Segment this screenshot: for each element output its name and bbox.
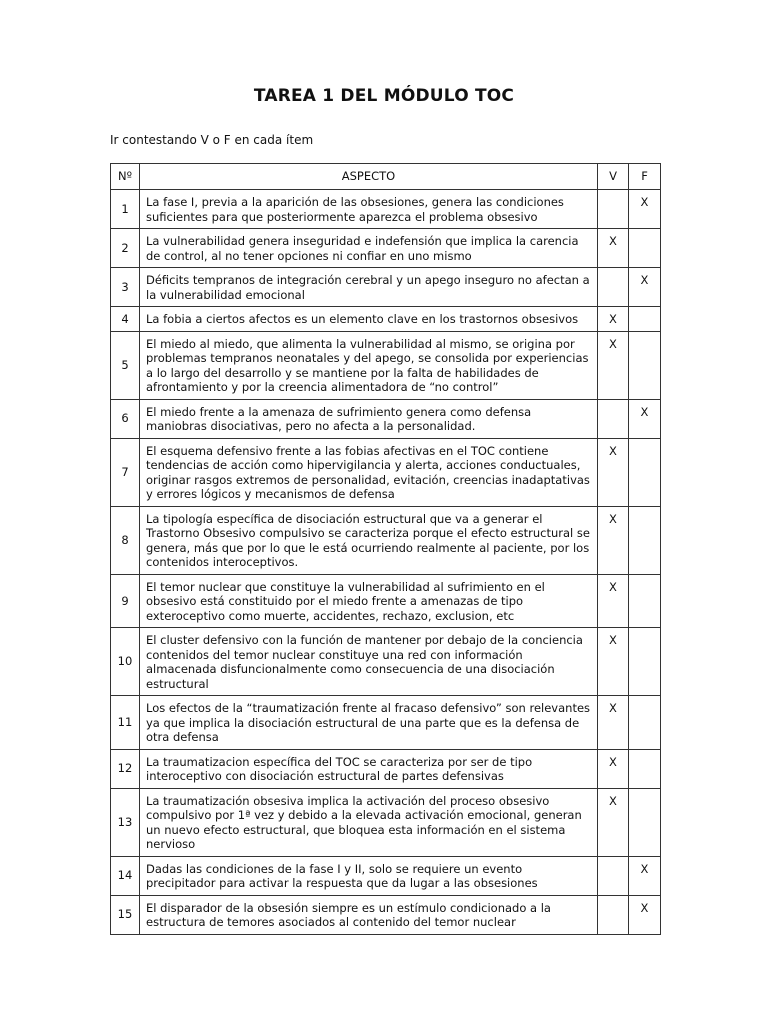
row-aspect-text: El cluster defensivo con la función de mantener por debajo de la conciencia contenidos del temor nuclear constituye una red con información almacenada disfuncionalmente como consecuencia de una disociación estructural xyxy=(140,628,598,696)
row-number: 11 xyxy=(111,696,140,750)
row-true-mark: X xyxy=(598,438,629,506)
table-row xyxy=(111,856,661,895)
row-number: 2 xyxy=(111,229,140,268)
instructions-text: Ir contestando V o F en cada ítem xyxy=(110,133,314,147)
table-row xyxy=(111,895,661,934)
row-true-mark: X xyxy=(598,749,629,788)
row-false-mark xyxy=(629,506,661,574)
row-false-mark: X xyxy=(629,268,661,307)
table-row xyxy=(111,331,661,399)
document-title: TAREA 1 DEL MÓDULO TOC xyxy=(253,86,515,106)
row-aspect-text: Los efectos de la “traumatización frente al fracaso defensivo” son relevantes ya que implica la disociación estructural de una parte que es la defensa de otra defensa xyxy=(140,696,598,750)
table-row xyxy=(111,628,661,696)
row-number: 3 xyxy=(111,268,140,307)
row-true-mark xyxy=(598,399,629,438)
row-number: 10 xyxy=(111,628,140,696)
row-true-mark: X xyxy=(598,307,629,332)
row-number: 1 xyxy=(111,190,140,229)
row-aspect-text: La traumatizacion específica del TOC se caracteriza por ser de tipo interoceptivo con disociación estructural de partes defensivas xyxy=(140,749,598,788)
row-aspect-text: La tipología específica de disociación estructural que va a generar el Trastorno Obsesivo compulsivo se caracteriza porque el efecto estructural se genera, más que por lo que le está ocurriendo realmente al paciente, por los contenidos interoceptivos. xyxy=(140,506,598,574)
row-aspect-text: Déficits tempranos de integración cerebral y un apego inseguro no afectan a la vulnerabilidad emocional xyxy=(140,268,598,307)
row-false-mark xyxy=(629,749,661,788)
row-false-mark xyxy=(629,229,661,268)
table-row xyxy=(111,307,661,332)
row-false-mark: X xyxy=(629,190,661,229)
row-number: 7 xyxy=(111,438,140,506)
row-false-mark xyxy=(629,438,661,506)
row-aspect-text: La fase I, previa a la aparición de las obsesiones, genera las condiciones suficientes para que posteriormente aparezca el problema obsesivo xyxy=(140,190,598,229)
row-true-mark: X xyxy=(598,229,629,268)
row-aspect-text: El esquema defensivo frente a las fobias afectivas en el TOC contiene tendencias de acción como hipervigilancia y alerta, acciones conductuales, originar rasgos extremos de personalidad, evitación, creencias inadaptativas y errores lógicos y mecanismos de defensa xyxy=(140,438,598,506)
table-row xyxy=(111,696,661,750)
table-row xyxy=(111,438,661,506)
table-row xyxy=(111,190,661,229)
row-false-mark xyxy=(629,574,661,628)
row-number: 5 xyxy=(111,331,140,399)
header-false: F xyxy=(629,164,661,190)
table-row xyxy=(111,749,661,788)
row-true-mark xyxy=(598,190,629,229)
row-number: 6 xyxy=(111,399,140,438)
row-false-mark: X xyxy=(629,856,661,895)
row-true-mark: X xyxy=(598,788,629,856)
row-number: 9 xyxy=(111,574,140,628)
row-aspect-text: El temor nuclear que constituye la vulnerabilidad al sufrimiento en el obsesivo está constituido por el miedo frente a amenazas de tipo exteroceptivo como muerte, accidentes, rechazo, exclusion, etc xyxy=(140,574,598,628)
row-true-mark: X xyxy=(598,628,629,696)
row-false-mark: X xyxy=(629,399,661,438)
row-number: 4 xyxy=(111,307,140,332)
row-false-mark xyxy=(629,788,661,856)
true-false-table xyxy=(110,163,661,935)
row-number: 15 xyxy=(111,895,140,934)
row-aspect-text: Dadas las condiciones de la fase I y II, solo se requiere un evento precipitador para activar la respuesta que da lugar a las obsesiones xyxy=(140,856,598,895)
table-row xyxy=(111,574,661,628)
row-number: 13 xyxy=(111,788,140,856)
row-aspect-text: La fobia a ciertos afectos es un elemento clave en los trastornos obsesivos xyxy=(140,307,598,332)
row-false-mark xyxy=(629,696,661,750)
row-true-mark xyxy=(598,268,629,307)
row-true-mark: X xyxy=(598,696,629,750)
table-row xyxy=(111,788,661,856)
row-number: 12 xyxy=(111,749,140,788)
row-number: 8 xyxy=(111,506,140,574)
row-true-mark xyxy=(598,856,629,895)
row-false-mark xyxy=(629,307,661,332)
row-aspect-text: El disparador de la obsesión siempre es un estímulo condicionado a la estructura de temores asociados al contenido del temor nuclear xyxy=(140,895,598,934)
table-row xyxy=(111,268,661,307)
row-false-mark xyxy=(629,331,661,399)
row-aspect-text: El miedo al miedo, que alimenta la vulnerabilidad al mismo, se origina por problemas tempranos neonatales y del apego, se consolida por experiencias a lo largo del desarrollo y se mantiene por la falta de habilidades de afrontamiento y por la creencia alimentadora de “no control” xyxy=(140,331,598,399)
row-true-mark: X xyxy=(598,574,629,628)
table-row xyxy=(111,399,661,438)
row-aspect-text: La vulnerabilidad genera inseguridad e indefensión que implica la carencia de control, al no tener opciones ni confiar en uno mismo xyxy=(140,229,598,268)
header-aspect: ASPECTO xyxy=(140,164,598,190)
row-true-mark xyxy=(598,895,629,934)
row-false-mark: X xyxy=(629,895,661,934)
header-true: V xyxy=(598,164,629,190)
row-true-mark: X xyxy=(598,331,629,399)
row-false-mark xyxy=(629,628,661,696)
table-row xyxy=(111,229,661,268)
header-number: Nº xyxy=(111,164,140,190)
table-row xyxy=(111,506,661,574)
table-header-row xyxy=(111,164,661,190)
row-aspect-text: El miedo frente a la amenaza de sufrimiento genera como defensa maniobras disociativas, pero no afecta a la personalidad. xyxy=(140,399,598,438)
row-aspect-text: La traumatización obsesiva implica la activación del proceso obsesivo compulsivo por 1ª vez y debido a la elevada activación emocional, generan un nuevo efecto estructural, que bloquea esta información en el sistema nervioso xyxy=(140,788,598,856)
row-true-mark: X xyxy=(598,506,629,574)
row-number: 14 xyxy=(111,856,140,895)
